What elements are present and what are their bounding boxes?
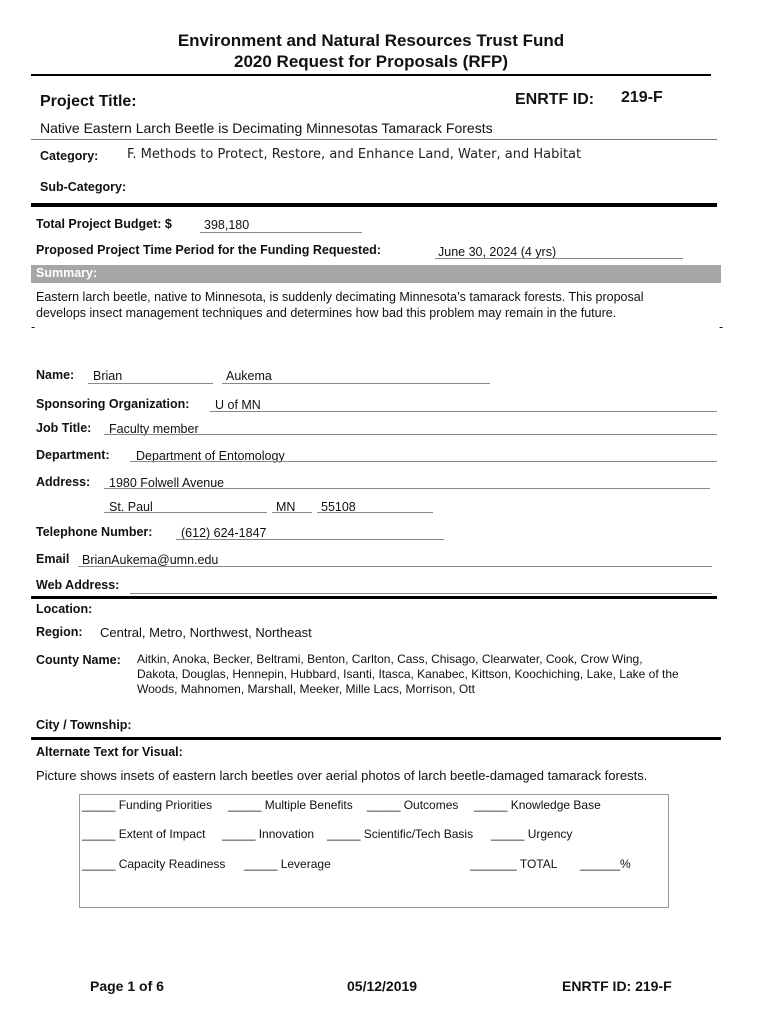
address-street: 1980 Folwell Avenue xyxy=(109,476,225,490)
address-label: Address: xyxy=(36,475,91,489)
score-extent-of-impact: _____ Extent of Impact xyxy=(82,827,206,841)
score-capacity-readiness: _____ Capacity Readiness xyxy=(82,857,226,871)
time-period-value: June 30, 2024 (4 yrs) xyxy=(438,245,557,259)
header-line-2: 2020 Request for Proposals (RFP) xyxy=(234,52,508,71)
name-label: Name: xyxy=(36,368,75,382)
summary-line-1: Eastern larch beetle, native to Minnesota, is suddenly decimating Minnesota’s tamarack forests. This proposal xyxy=(36,290,644,304)
job-title-label: Job Title: xyxy=(36,421,92,435)
summary-line-2: develops insect management techniques and determines how bad this problem may remain in the future. xyxy=(36,306,617,320)
department-label: Department: xyxy=(36,448,110,462)
address-state: MN xyxy=(276,500,296,514)
city-township-label: City / Township: xyxy=(36,718,132,732)
score-innovation: _____ Innovation xyxy=(222,827,315,841)
web-address-label: Web Address: xyxy=(36,578,120,592)
region-value: Central, Metro, Northwest, Northeast xyxy=(100,625,312,640)
category-rule xyxy=(31,203,717,207)
summary-label: Summary: xyxy=(36,266,98,280)
category-label: Category: xyxy=(40,149,99,163)
department-value: Department of Entomology xyxy=(136,449,285,463)
header-line-1: Environment and Natural Resources Trust Fund xyxy=(177,31,565,50)
score-multiple-benefits: _____ Multiple Benefits xyxy=(228,798,353,812)
address-city-underline xyxy=(104,512,267,513)
org-underline xyxy=(210,411,717,412)
score-knowledge-base: _____ Knowledge Base xyxy=(474,798,601,812)
alt-text-value: Picture shows insets of eastern larch beetles over aerial photos of larch beetle-damaged tamarack forests. xyxy=(36,768,648,783)
region-label: Region: xyxy=(36,625,83,639)
summary-mark-right: - xyxy=(719,320,724,334)
enrtf-id-value: 219-F xyxy=(621,89,663,106)
job-title-value: Faculty member xyxy=(109,422,199,436)
footer-enrtf-id: ENRTF ID: 219-F xyxy=(562,978,672,994)
county-line-1: Aitkin, Anoka, Becker, Beltrami, Benton, Carlton, Cass, Chisago, Clearwater, Cook, Crow Wing, xyxy=(137,652,643,666)
score-scientific-basis: _____ Scientific/Tech Basis xyxy=(327,827,474,841)
contact-rule xyxy=(31,596,717,599)
budget-underline xyxy=(200,232,362,233)
first-name-underline xyxy=(88,383,213,384)
last-name-underline xyxy=(222,383,490,384)
summary-mark-left: - xyxy=(31,320,36,334)
summary-bar xyxy=(31,265,721,283)
project-title: Native Eastern Larch Beetle is Decimating Minnesotas Tamarack Forests xyxy=(40,120,493,136)
footer-page: Page 1 of 6 xyxy=(90,978,164,994)
email-label: Email xyxy=(36,552,70,566)
org-value: U of MN xyxy=(215,398,261,412)
title-rule xyxy=(31,139,717,140)
job-title-underline xyxy=(104,434,717,435)
score-total: _______ TOTAL xyxy=(470,857,558,871)
project-title-label: Project Title: xyxy=(40,93,137,110)
time-period-underline xyxy=(435,258,683,259)
address-state-underline xyxy=(272,512,312,513)
score-urgency: _____ Urgency xyxy=(491,827,573,841)
score-funding-priorities: _____ Funding Priorities xyxy=(82,798,213,812)
email-underline xyxy=(78,566,712,567)
score-percent: ______% xyxy=(580,857,631,871)
address-street-underline xyxy=(104,488,710,489)
time-period-label: Proposed Project Time Period for the Funding Requested: xyxy=(36,243,381,257)
score-outcomes: _____ Outcomes xyxy=(367,798,459,812)
score-leverage: _____ Leverage xyxy=(244,857,331,871)
enrtf-id-label: ENRTF ID: xyxy=(515,91,595,108)
footer-date: 05/12/2019 xyxy=(347,978,418,994)
budget-value: 398,180 xyxy=(204,218,250,232)
web-address-underline xyxy=(130,593,712,594)
department-underline xyxy=(130,461,717,462)
county-line-3: Woods, Mahnomen, Marshall, Meeker, Mille Lacs, Morrison, Ott xyxy=(137,682,475,696)
alt-text-label: Alternate Text for Visual: xyxy=(36,745,183,759)
county-line-2: Dakota, Douglas, Hennepin, Hubbard, Isanti, Itasca, Kanabec, Kittson, Koochiching, Lake, Lake of the xyxy=(137,667,679,681)
address-zip: 55108 xyxy=(321,500,356,514)
budget-label: Total Project Budget: $ xyxy=(36,217,172,231)
category-value: F. Methods to Protect, Restore, and Enhance Land, Water, and Habitat xyxy=(127,147,582,162)
org-label: Sponsoring Organization: xyxy=(36,397,190,411)
phone-label: Telephone Number: xyxy=(36,525,153,539)
county-label: County Name: xyxy=(36,653,121,667)
phone-value: (612) 624-1847 xyxy=(181,526,267,540)
location-label: Location: xyxy=(36,602,93,616)
location-rule xyxy=(31,737,721,740)
header-rule xyxy=(31,74,711,76)
last-name: Aukema xyxy=(226,369,272,383)
address-city: St. Paul xyxy=(109,500,153,514)
first-name: Brian xyxy=(93,369,123,383)
phone-underline xyxy=(176,539,444,540)
email-value: BrianAukema@umn.edu xyxy=(82,553,219,567)
address-zip-underline xyxy=(317,512,433,513)
subcategory-label: Sub-Category: xyxy=(40,180,127,194)
